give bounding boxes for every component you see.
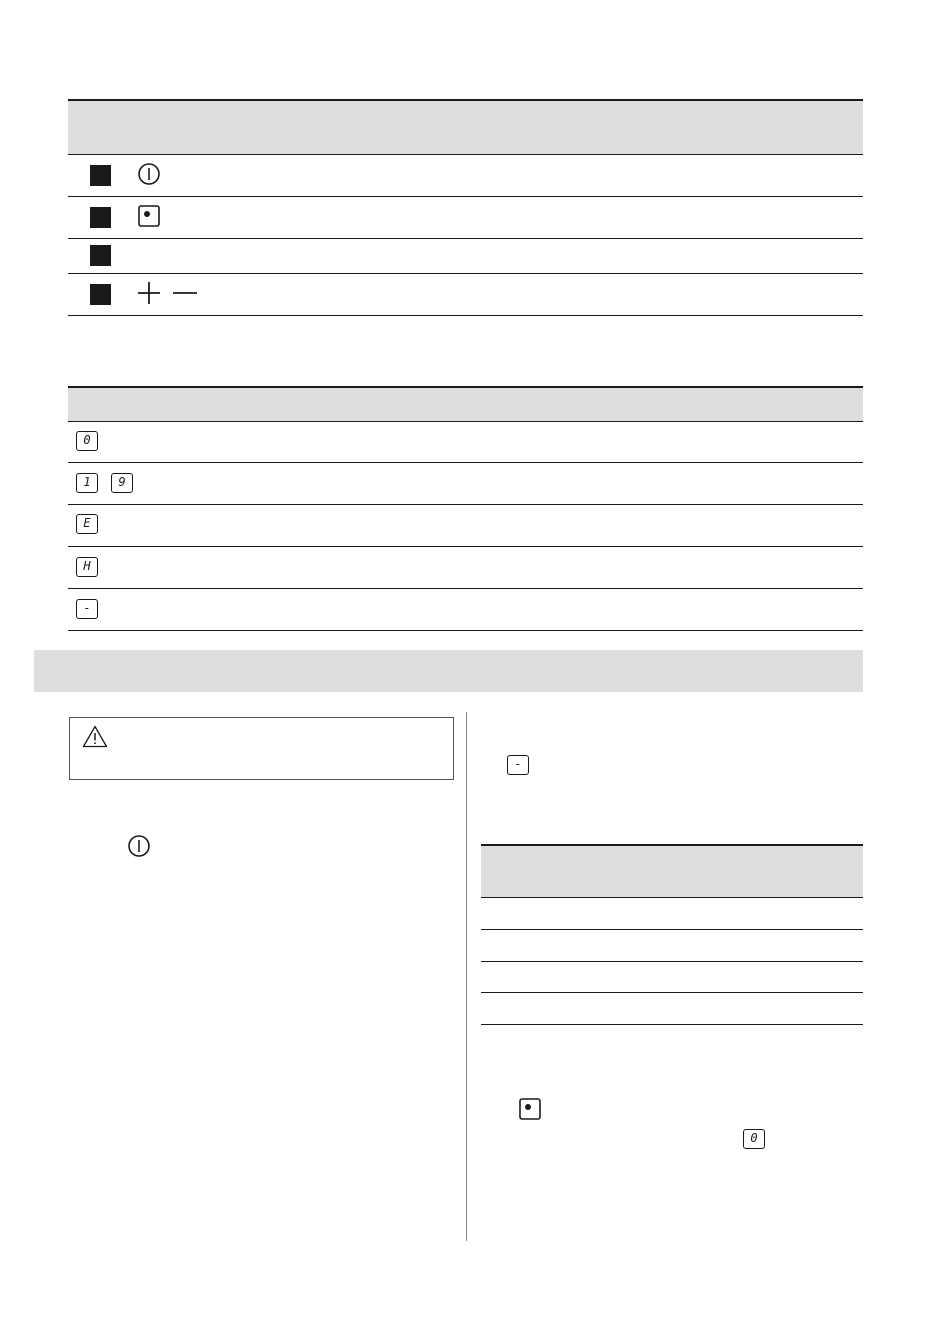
- minus-icon: [172, 281, 198, 305]
- right-table-row-rule: [481, 992, 863, 993]
- right-table-header: [481, 845, 863, 897]
- right-table-row-rule: [481, 961, 863, 962]
- cooking-zone-selector-icon: [138, 205, 160, 227]
- warning-box: [69, 717, 454, 780]
- display-symbol: 9: [111, 473, 133, 493]
- table2-row-rule: [68, 588, 863, 589]
- power-icon: [137, 162, 161, 186]
- table1-row-rule: [68, 273, 863, 274]
- table2-bottom-rule: [68, 630, 863, 631]
- row-marker-square: [90, 207, 111, 228]
- row-marker-square: [90, 284, 111, 305]
- table1-bottom-rule: [68, 315, 863, 316]
- table1-row-rule: [68, 238, 863, 239]
- power-icon: [127, 834, 151, 858]
- table2-row-rule: [68, 462, 863, 463]
- table1-header: [68, 100, 863, 154]
- row-marker-square: [90, 245, 111, 266]
- row-marker-square: [90, 165, 111, 186]
- display-symbol: H: [76, 557, 98, 577]
- cooking-zone-selector-icon: [519, 1098, 541, 1120]
- table2-row-rule: [68, 504, 863, 505]
- right-table-row-rule: [481, 929, 863, 930]
- warning-triangle-icon: [82, 725, 108, 748]
- plus-icon: [137, 281, 161, 305]
- table2-row-rule: [68, 546, 863, 547]
- display-symbol: 0: [743, 1129, 765, 1149]
- table1-row-rule: [68, 196, 863, 197]
- table2-top-rule: [68, 386, 863, 388]
- column-divider: [466, 712, 467, 1241]
- section-heading-bar: [34, 650, 863, 692]
- table2-header-rule: [68, 421, 863, 422]
- display-symbol: -: [507, 755, 529, 775]
- right-table-top-rule: [481, 844, 863, 846]
- display-symbol: 0: [76, 431, 98, 451]
- right-table-bottom-rule: [481, 1024, 863, 1025]
- display-symbol: E: [76, 514, 98, 534]
- table2-header: [68, 387, 863, 421]
- display-symbol: -: [76, 599, 98, 619]
- display-symbol: 1: [76, 473, 98, 493]
- table1-header-rule: [68, 154, 863, 155]
- right-table-header-rule: [481, 897, 863, 898]
- table1-top-rule: [68, 99, 863, 101]
